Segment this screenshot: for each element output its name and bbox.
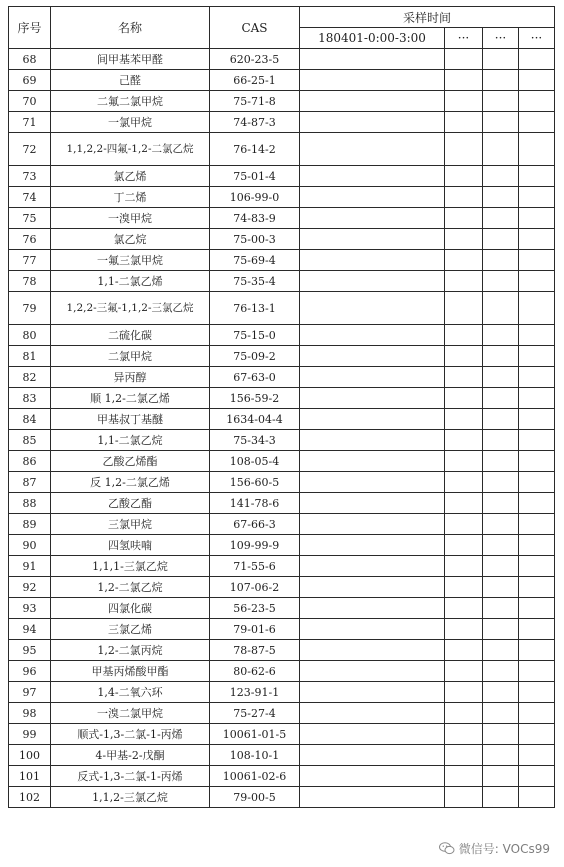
sampling-cell	[445, 556, 483, 577]
compound-name: 四氢呋喃	[51, 535, 210, 556]
sampling-cell	[483, 745, 519, 766]
sampling-slot: ···	[483, 28, 519, 49]
compound-name: 1,1,1-三氯乙烷	[51, 556, 210, 577]
header-no: 序号	[9, 7, 51, 49]
sampling-cell	[445, 250, 483, 271]
table-row	[9, 292, 555, 325]
sampling-cell	[519, 367, 555, 388]
sampling-cell	[300, 535, 445, 556]
compound-name: 1,1,2-三氯乙烷	[51, 787, 210, 808]
row-number: 83	[9, 388, 51, 409]
sampling-cell	[483, 367, 519, 388]
compound-name: 乙酸乙烯酯	[51, 451, 210, 472]
sampling-cell	[300, 409, 445, 430]
sampling-cell	[445, 388, 483, 409]
sampling-cell	[300, 292, 445, 325]
cas-number: 79-01-6	[210, 619, 300, 640]
sampling-cell	[483, 451, 519, 472]
cas-number: 66-25-1	[210, 70, 300, 91]
row-number: 77	[9, 250, 51, 271]
cas-number: 107-06-2	[210, 577, 300, 598]
row-number: 78	[9, 271, 51, 292]
table-row	[9, 661, 555, 682]
compound-name: 1,1-二氯乙烷	[51, 430, 210, 451]
cas-number: 10061-01-5	[210, 724, 300, 745]
sampling-cell	[445, 367, 483, 388]
compound-name: 二硫化碳	[51, 325, 210, 346]
compound-name: 甲基丙烯酸甲酯	[51, 661, 210, 682]
sampling-cell	[300, 70, 445, 91]
header-name: 名称	[51, 7, 210, 49]
sampling-cell	[445, 430, 483, 451]
sampling-cell	[519, 619, 555, 640]
cas-number: 75-71-8	[210, 91, 300, 112]
cas-number: 67-66-3	[210, 514, 300, 535]
sampling-cell	[445, 325, 483, 346]
compound-name: 二氟二氯甲烷	[51, 91, 210, 112]
table-row	[9, 514, 555, 535]
compound-name: 一氯甲烷	[51, 112, 210, 133]
cas-number: 75-09-2	[210, 346, 300, 367]
sampling-cell	[519, 766, 555, 787]
table-row	[9, 745, 555, 766]
cas-number: 76-13-1	[210, 292, 300, 325]
cas-number: 108-10-1	[210, 745, 300, 766]
sampling-cell	[519, 640, 555, 661]
sampling-cell	[483, 166, 519, 187]
sampling-cell	[445, 472, 483, 493]
sampling-cell	[519, 187, 555, 208]
compound-name: 1,1-二氯乙烯	[51, 271, 210, 292]
table-row	[9, 229, 555, 250]
cas-number: 108-05-4	[210, 451, 300, 472]
sampling-cell	[300, 745, 445, 766]
row-number: 80	[9, 325, 51, 346]
cas-number: 141-78-6	[210, 493, 300, 514]
sampling-cell	[445, 292, 483, 325]
row-number: 93	[9, 598, 51, 619]
row-number: 71	[9, 112, 51, 133]
sampling-cell	[300, 367, 445, 388]
table-row	[9, 535, 555, 556]
sampling-cell	[483, 514, 519, 535]
sampling-slot: ···	[519, 28, 555, 49]
sampling-cell	[300, 493, 445, 514]
sampling-cell	[483, 766, 519, 787]
table-row	[9, 271, 555, 292]
sampling-cell	[483, 640, 519, 661]
sampling-cell	[445, 166, 483, 187]
row-number: 87	[9, 472, 51, 493]
table-row	[9, 91, 555, 112]
sampling-cell	[483, 187, 519, 208]
row-number: 79	[9, 292, 51, 325]
sampling-cell	[519, 70, 555, 91]
sampling-cell	[300, 250, 445, 271]
sampling-cell	[483, 70, 519, 91]
sampling-cell	[445, 409, 483, 430]
sampling-cell	[300, 451, 445, 472]
table-row	[9, 682, 555, 703]
row-number: 73	[9, 166, 51, 187]
table-row	[9, 70, 555, 91]
sampling-cell	[519, 451, 555, 472]
sampling-cell	[483, 250, 519, 271]
row-number: 95	[9, 640, 51, 661]
sampling-cell	[519, 409, 555, 430]
cas-number: 156-60-5	[210, 472, 300, 493]
sampling-slot: ···	[445, 28, 483, 49]
sampling-cell	[445, 112, 483, 133]
sampling-cell	[300, 619, 445, 640]
table-row	[9, 112, 555, 133]
sampling-cell	[519, 724, 555, 745]
row-number: 96	[9, 661, 51, 682]
sampling-cell	[483, 703, 519, 724]
sampling-cell	[483, 208, 519, 229]
sampling-cell	[483, 682, 519, 703]
compound-name: 四氯化碳	[51, 598, 210, 619]
row-number: 75	[9, 208, 51, 229]
sampling-cell	[445, 745, 483, 766]
sampling-cell	[519, 91, 555, 112]
sampling-cell	[519, 112, 555, 133]
compound-name: 1,2,2-三氟-1,1,2-三氯乙烷	[51, 292, 210, 325]
sampling-cell	[300, 703, 445, 724]
sampling-cell	[300, 133, 445, 166]
header-cas: CAS	[210, 7, 300, 49]
sampling-cell	[300, 556, 445, 577]
row-number: 100	[9, 745, 51, 766]
sampling-cell	[519, 682, 555, 703]
cas-number: 56-23-5	[210, 598, 300, 619]
sampling-cell	[483, 49, 519, 70]
row-number: 72	[9, 133, 51, 166]
watermark-text: 微信号: VOCs99	[458, 842, 550, 856]
sampling-cell	[445, 724, 483, 745]
row-number: 68	[9, 49, 51, 70]
cas-number: 80-62-6	[210, 661, 300, 682]
sampling-cell	[445, 346, 483, 367]
sampling-cell	[519, 208, 555, 229]
cas-number: 75-27-4	[210, 703, 300, 724]
sampling-cell	[483, 292, 519, 325]
sampling-cell	[445, 598, 483, 619]
cas-number: 71-55-6	[210, 556, 300, 577]
sampling-cell	[519, 346, 555, 367]
sampling-cell	[519, 787, 555, 808]
compound-table	[8, 6, 555, 808]
table-row	[9, 430, 555, 451]
compound-name: 氯乙烷	[51, 229, 210, 250]
sampling-cell	[519, 166, 555, 187]
sampling-cell	[445, 766, 483, 787]
sampling-cell	[519, 250, 555, 271]
sampling-cell	[445, 271, 483, 292]
sampling-cell	[445, 640, 483, 661]
cas-number: 75-69-4	[210, 250, 300, 271]
sampling-cell	[519, 271, 555, 292]
cas-number: 123-91-1	[210, 682, 300, 703]
row-number: 70	[9, 91, 51, 112]
compound-name: 1,2-二氯丙烷	[51, 640, 210, 661]
table-row	[9, 493, 555, 514]
sampling-cell	[300, 766, 445, 787]
sampling-cell	[445, 535, 483, 556]
table-row	[9, 640, 555, 661]
table-row	[9, 598, 555, 619]
compound-name: 1,1,2,2-四氟-1,2-二氯乙烷	[51, 133, 210, 166]
sampling-cell	[445, 493, 483, 514]
row-number: 82	[9, 367, 51, 388]
table-row	[9, 472, 555, 493]
cas-number: 74-83-9	[210, 208, 300, 229]
table-row	[9, 577, 555, 598]
cas-number: 10061-02-6	[210, 766, 300, 787]
compound-name: 三氯乙烯	[51, 619, 210, 640]
sampling-cell	[445, 703, 483, 724]
compound-name: 一溴甲烷	[51, 208, 210, 229]
sampling-cell	[445, 661, 483, 682]
table-row	[9, 451, 555, 472]
sampling-cell	[300, 661, 445, 682]
sampling-cell	[300, 430, 445, 451]
sampling-cell	[519, 556, 555, 577]
table-row	[9, 133, 555, 166]
cas-number: 74-87-3	[210, 112, 300, 133]
compound-name: 反 1,2-二氯乙烯	[51, 472, 210, 493]
sampling-cell	[483, 787, 519, 808]
compound-name: 1,2-二氯乙烷	[51, 577, 210, 598]
row-number: 98	[9, 703, 51, 724]
sampling-cell	[519, 577, 555, 598]
sampling-cell	[483, 472, 519, 493]
sampling-cell	[483, 346, 519, 367]
sampling-cell	[300, 724, 445, 745]
compound-name: 顺 1,2-二氯乙烯	[51, 388, 210, 409]
sampling-cell	[483, 493, 519, 514]
table-row	[9, 703, 555, 724]
sampling-cell	[483, 661, 519, 682]
row-number: 94	[9, 619, 51, 640]
compound-name: 异丙醇	[51, 367, 210, 388]
row-number: 88	[9, 493, 51, 514]
compound-name: 二氯甲烷	[51, 346, 210, 367]
sampling-cell	[445, 514, 483, 535]
sampling-cell	[300, 166, 445, 187]
sampling-cell	[445, 451, 483, 472]
sampling-cell	[519, 325, 555, 346]
row-number: 84	[9, 409, 51, 430]
table-row	[9, 346, 555, 367]
sampling-cell	[300, 229, 445, 250]
compound-name: 丁二烯	[51, 187, 210, 208]
table-row	[9, 367, 555, 388]
row-number: 99	[9, 724, 51, 745]
row-number: 74	[9, 187, 51, 208]
sampling-cell	[300, 112, 445, 133]
sampling-cell	[300, 682, 445, 703]
sampling-cell	[519, 535, 555, 556]
sampling-cell	[519, 598, 555, 619]
sampling-cell	[445, 187, 483, 208]
sampling-cell	[519, 661, 555, 682]
sampling-cell	[519, 49, 555, 70]
row-number: 81	[9, 346, 51, 367]
sampling-cell	[300, 271, 445, 292]
sampling-cell	[300, 325, 445, 346]
sampling-cell	[300, 388, 445, 409]
sampling-cell	[483, 619, 519, 640]
sampling-cell	[519, 133, 555, 166]
cas-number: 75-00-3	[210, 229, 300, 250]
row-number: 76	[9, 229, 51, 250]
sampling-cell	[519, 472, 555, 493]
cas-number: 78-87-5	[210, 640, 300, 661]
row-number: 92	[9, 577, 51, 598]
sampling-cell	[300, 91, 445, 112]
sampling-cell	[519, 745, 555, 766]
cas-number: 75-34-3	[210, 430, 300, 451]
row-number: 101	[9, 766, 51, 787]
compound-name: 三氯甲烷	[51, 514, 210, 535]
sampling-cell	[445, 229, 483, 250]
sampling-cell	[445, 49, 483, 70]
compound-name: 间甲基苯甲醛	[51, 49, 210, 70]
table-row	[9, 556, 555, 577]
sampling-cell	[445, 787, 483, 808]
table-row	[9, 724, 555, 745]
sampling-cell	[519, 229, 555, 250]
table-row	[9, 166, 555, 187]
header-sampling-time: 采样时间	[300, 7, 555, 28]
compound-name: 己醛	[51, 70, 210, 91]
sampling-cell	[483, 577, 519, 598]
sampling-cell	[445, 577, 483, 598]
table-row	[9, 787, 555, 808]
sampling-cell	[300, 640, 445, 661]
sampling-cell	[300, 787, 445, 808]
table-row	[9, 409, 555, 430]
sampling-cell	[483, 724, 519, 745]
row-number: 102	[9, 787, 51, 808]
table-row	[9, 388, 555, 409]
sampling-cell	[519, 514, 555, 535]
sampling-cell	[483, 91, 519, 112]
cas-number: 106-99-0	[210, 187, 300, 208]
sampling-cell	[483, 598, 519, 619]
sampling-cell	[445, 208, 483, 229]
sampling-cell	[483, 271, 519, 292]
wechat-icon	[439, 842, 455, 855]
sampling-cell	[300, 598, 445, 619]
sampling-cell	[483, 133, 519, 166]
cas-number: 109-99-9	[210, 535, 300, 556]
table-row	[9, 187, 555, 208]
compound-name: 甲基叔丁基醚	[51, 409, 210, 430]
sampling-cell	[445, 91, 483, 112]
sampling-cell	[519, 430, 555, 451]
sampling-cell	[300, 208, 445, 229]
sampling-cell	[483, 325, 519, 346]
sampling-cell	[445, 133, 483, 166]
sampling-cell	[483, 556, 519, 577]
cas-number: 75-35-4	[210, 271, 300, 292]
cas-number: 75-15-0	[210, 325, 300, 346]
table-row	[9, 49, 555, 70]
compound-name: 乙酸乙酯	[51, 493, 210, 514]
compound-name: 一氟三氯甲烷	[51, 250, 210, 271]
cas-number: 620-23-5	[210, 49, 300, 70]
sampling-cell	[300, 577, 445, 598]
sampling-cell	[519, 292, 555, 325]
compound-name: 一溴二氯甲烷	[51, 703, 210, 724]
sampling-cell	[300, 346, 445, 367]
table-row	[9, 325, 555, 346]
cas-number: 1634-04-4	[210, 409, 300, 430]
row-number: 89	[9, 514, 51, 535]
cas-number: 156-59-2	[210, 388, 300, 409]
table-row	[9, 250, 555, 271]
row-number: 69	[9, 70, 51, 91]
cas-number: 79-00-5	[210, 787, 300, 808]
cas-number: 76-14-2	[210, 133, 300, 166]
table-row	[9, 208, 555, 229]
sampling-cell	[483, 112, 519, 133]
compound-name: 顺式-1,3-二氯-1-丙烯	[51, 724, 210, 745]
sampling-cell	[300, 187, 445, 208]
sampling-cell	[483, 430, 519, 451]
cas-number: 75-01-4	[210, 166, 300, 187]
sampling-cell	[300, 514, 445, 535]
sampling-cell	[483, 409, 519, 430]
sampling-cell	[483, 229, 519, 250]
sampling-cell	[445, 619, 483, 640]
row-number: 97	[9, 682, 51, 703]
row-number: 85	[9, 430, 51, 451]
compound-name: 4-甲基-2-戊酮	[51, 745, 210, 766]
sampling-slot: 180401-0:00-3:00	[300, 28, 445, 49]
sampling-cell	[445, 70, 483, 91]
sampling-cell	[300, 49, 445, 70]
compound-name: 氯乙烯	[51, 166, 210, 187]
row-number: 90	[9, 535, 51, 556]
sampling-cell	[483, 535, 519, 556]
row-number: 86	[9, 451, 51, 472]
compound-name: 1,4-二氧六环	[51, 682, 210, 703]
row-number: 91	[9, 556, 51, 577]
sampling-cell	[483, 388, 519, 409]
sampling-cell	[519, 388, 555, 409]
sampling-cell	[519, 493, 555, 514]
sampling-cell	[519, 703, 555, 724]
sampling-cell	[445, 682, 483, 703]
compound-name: 反式-1,3-二氯-1-丙烯	[51, 766, 210, 787]
watermark	[439, 840, 550, 857]
table-row	[9, 619, 555, 640]
sampling-cell	[300, 472, 445, 493]
table-row	[9, 766, 555, 787]
cas-number: 67-63-0	[210, 367, 300, 388]
